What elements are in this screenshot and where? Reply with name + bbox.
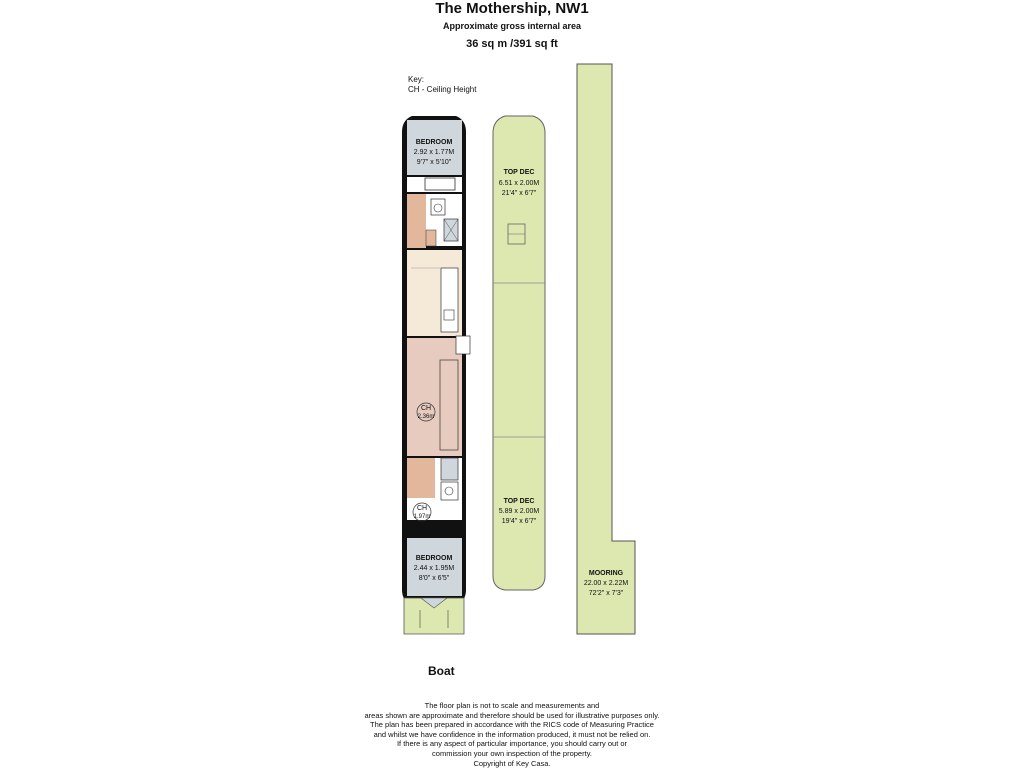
bedroom-bottom-metric: 2.44 x 1.95M	[413, 565, 455, 572]
steps-out	[456, 336, 470, 354]
ch-main-value: 2.36m	[417, 414, 435, 420]
wardrobe	[425, 178, 455, 190]
plan-title: The Mothership, NW1	[435, 0, 589, 17]
bedroom-bottom-imperial: 8'0" x 6'5"	[418, 575, 450, 582]
level-label: Boat	[428, 664, 455, 678]
disclaimer-line: areas shown are approximate and therefore should be used for illustrative purposes only.	[364, 710, 660, 720]
stairs-area	[407, 194, 426, 248]
toilet	[431, 199, 445, 215]
bedroom-top-metric: 2.92 x 1.77M	[413, 149, 455, 156]
disclaimer-line: Copyright of Key Casa.	[473, 758, 551, 768]
toilet-lower	[441, 482, 458, 500]
disclaimer-line: The plan has been prepared in accordance with the RICS code of Measuring Practice	[370, 720, 654, 730]
top-deck-2-imperial: 19'4" x 6'7"	[501, 518, 537, 525]
ch-main-label: CH	[420, 405, 432, 412]
mooring-metric: 22.00 x 2.22M	[583, 580, 629, 587]
ch-lower-label: CH	[416, 505, 428, 512]
disclaimer-line: commission your own inspection of the property.	[432, 748, 592, 758]
shower-lower	[441, 458, 458, 480]
key-entry: CH - Ceiling Height	[408, 85, 477, 94]
top-deck-1-imperial: 21'4" x 6'7"	[501, 190, 537, 197]
top-deck-2-metric: 5.89 x 2.00M	[498, 508, 540, 515]
mooring-imperial: 72'2" x 7'3"	[588, 590, 624, 597]
top-deck-1-metric: 6.51 x 2.00M	[498, 180, 540, 187]
plan-subtitle: Approximate gross internal area	[442, 21, 582, 31]
disclaimer-line: The floor plan is not to scale and measurements and	[424, 701, 600, 710]
bedroom-top-area	[407, 120, 462, 175]
top-deck-2-name: TOP DEC	[503, 498, 535, 505]
disclaimer-line: and whilst we have confidence in the information produced, it must not be relied on.	[373, 729, 651, 739]
stair-landing	[426, 230, 436, 246]
bedroom-bottom-name: BEDROOM	[415, 555, 453, 562]
disclaimer-line: If there is any aspect of particular importance, you should carry out or	[396, 739, 628, 749]
top-deck-1-name: TOP DEC	[503, 169, 535, 176]
mooring-area	[577, 64, 635, 634]
ch-lower-value: 1.97m	[413, 514, 431, 520]
stairs-lower	[407, 458, 435, 498]
disclaimer	[262, 701, 762, 768]
sofa	[440, 360, 458, 450]
key-heading: Key:	[408, 75, 425, 84]
kitchen-counter	[441, 268, 458, 332]
plan-area: 36 sq m /391 sq ft	[466, 38, 558, 50]
bedroom-top-name: BEDROOM	[415, 139, 453, 146]
mooring-name: MOORING	[588, 570, 624, 577]
bedroom-top-imperial: 9'7" x 5'10"	[416, 159, 452, 166]
